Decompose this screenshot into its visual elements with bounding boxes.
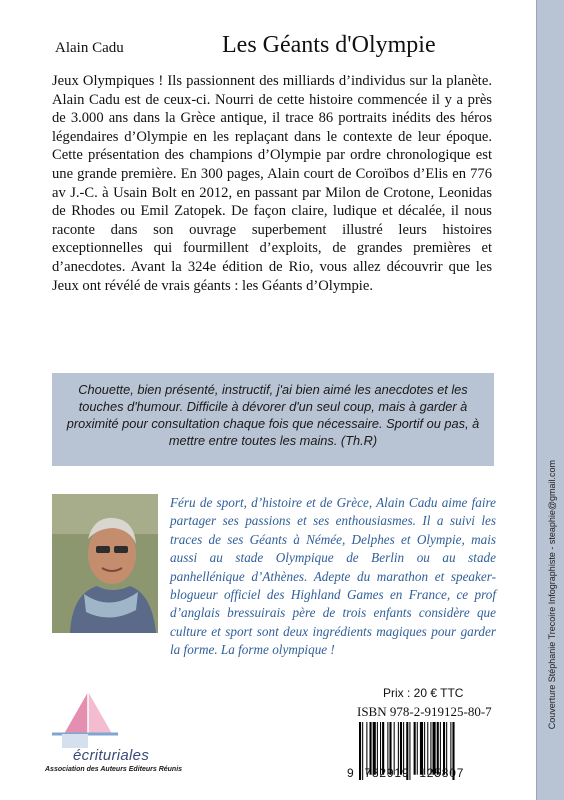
author-name: Alain Cadu [55, 40, 124, 56]
back-cover-blurb: Jeux Olympiques ! Ils passionnent des milliards d’individus sur la planète. Alain Cadu est de ceux-ci. Nourri de cette histoire commencée il y a près de 3.000 ans dans la Grèce antique, il trace 86 portraits inédits des héros légendaires d’Olympie en les replaçant dans le contexte de leur époque. Cette présentation des champions d’Olympie par ordre chronologique est une grande première. En 300 pages, Alain court de Coroïbos d’Elis en 776 av J.-C. à Usain Bolt en 2012, en passant par Milon de Crotone, Leonidas de Rhodes ou Emil Zatopek. De façon claire, ludique et décalée, il nous raconte dans son ouvrage superbement illustré leurs histoires exceptionnelles qui fourmillent d’exploits, de grandes premières et d’anecdotes. Avant la 324e édition de Rio, vous allez découvrir que les Jeux ont révélé de vrais géants : les Géants d’Olympie. [52, 73, 492, 294]
price-label: Prix : 20 € TTC [383, 686, 464, 700]
author-biography [52, 494, 496, 660]
reader-review-panel [52, 373, 494, 466]
barcode-digit-first: 9 [347, 766, 355, 780]
publisher-triangle-icon [50, 690, 120, 750]
barcode-digit-group-1: 782919 [364, 766, 410, 780]
reader-review-text: Chouette, bien présenté, instructif, j'ai bien aimé les anecdotes et les touches d'humour. Difficile à dévorer d'un seul coup, mais à garder à proximité pour consultation chaque fois que nécessaire. Sportif ou pas, à mettre entre toutes les mains. (Th.R) [66, 382, 480, 448]
book-spine [536, 0, 564, 800]
author-biography-text: Féru de sport, d’histoire et de Grèce, Alain Cadu aime faire partager ses passions et ses enthousiasmes. Il a suivi les traces de ses Géants à Némée, Delphes et Olympie, mais aussi au stade Olympique de Berlin ou au stade panhellénique d’Athènes. Adepte du marathon et speaker-blogueur officiel des Highland Games en France, ce prof d’anglais bressuirais père de trois enfants considère que culture et sport sont deux ingrédients magiques pour garder la forme. La forme olympique ! [170, 495, 496, 658]
publisher-name: écrituriales [73, 747, 150, 764]
publisher-logo [45, 690, 215, 780]
isbn-label: ISBN 978-2-919125-80-7 [357, 704, 492, 719]
book-title: Les Géants d'Olympie [222, 32, 436, 58]
barcode-digits [347, 766, 507, 780]
barcode-digit-group-2: 125807 [419, 766, 465, 780]
publisher-subtitle: Association des Auteurs Editeurs Réunis [45, 766, 183, 773]
spine-credit: Couverture Stéphanie Trecoire Infographiste - steaphie@gmail.com [547, 460, 557, 730]
